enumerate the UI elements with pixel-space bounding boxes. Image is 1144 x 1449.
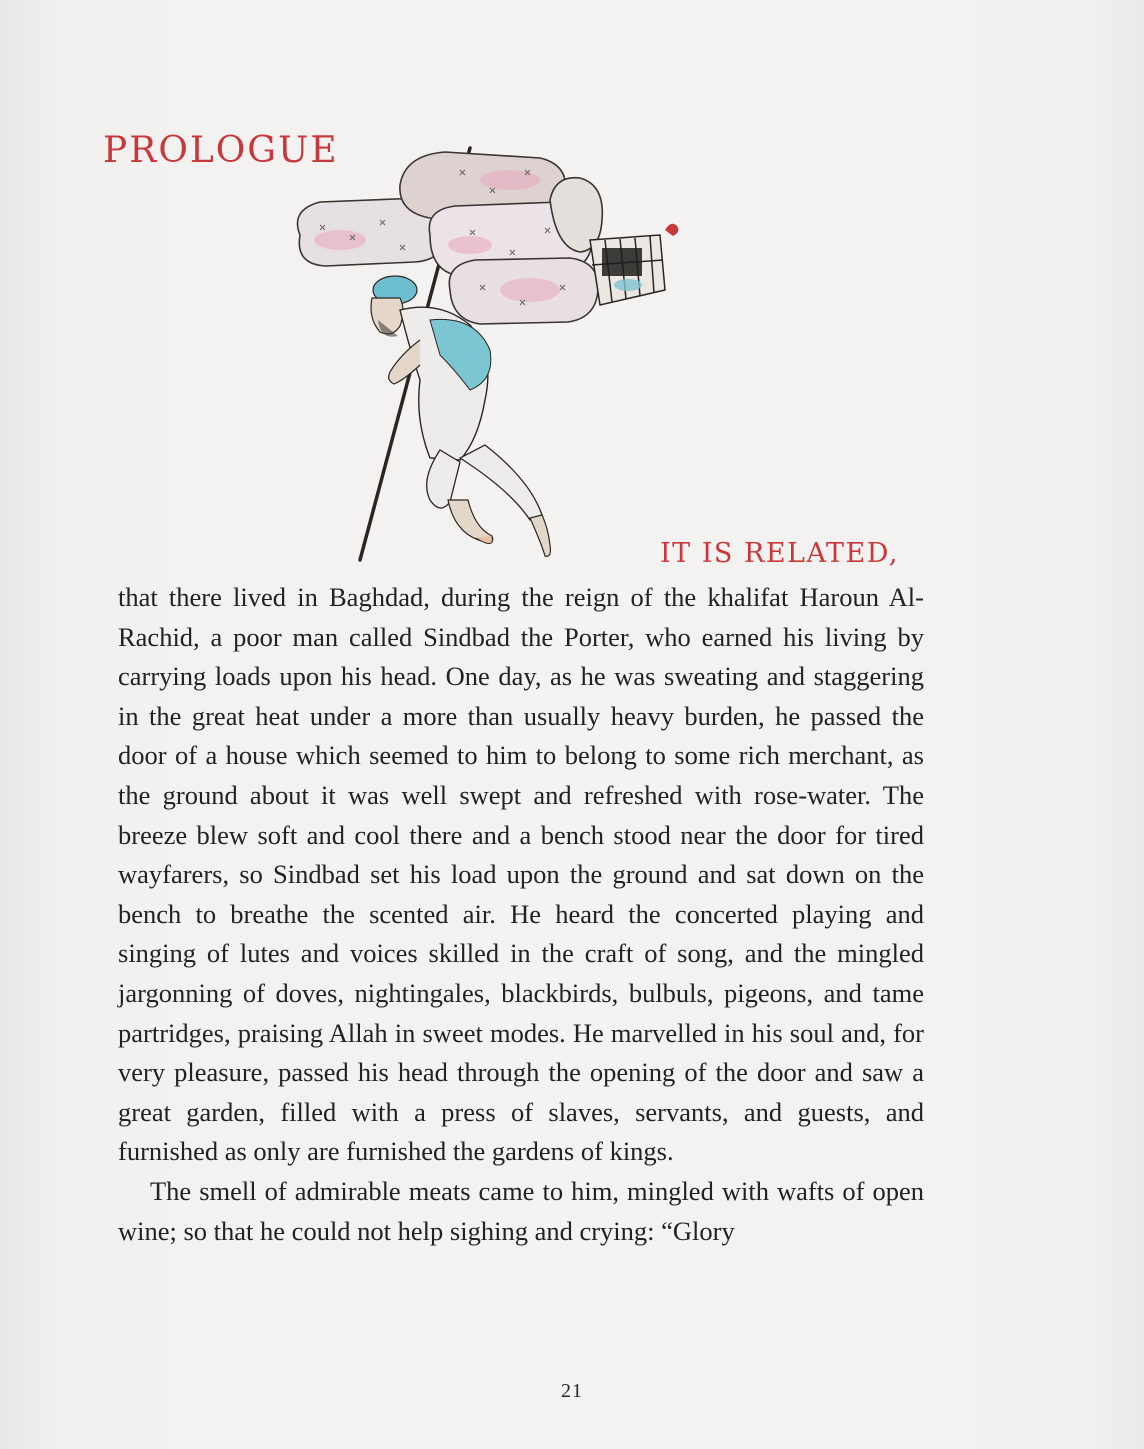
paragraph: that there lived in Baghdad, during the reign of the khalifat Haroun Al-Rachid, a poor man called Sindbad the Porter, who earned his living by carrying loads upon his head. One day, as he was sweating and staggering in the great heat under a more than usually heavy burden, he passed the door of a house which seemed to him to belong to some rich merchant, as the ground about it was well swept and refreshed with rose-water. The breeze blew soft and cool there and a bench stood near the door for tired wayfarers, so Sindbad set his load upon the ground and sat down on the bench to breathe the scented air. He heard the concerted playing and singing of lutes and voices skilled in the craft of song, and the mingled jargonning of doves, nightingales, blackbirds, bulbuls, pigeons, and tame partridges, praising Allah in sweet modes. He marvelled in his soul and, for very pleasure, passed his head through the opening of the door and saw a great garden, filled with a press of slaves, servants, and guests, and furnished as only are furnished the gardens of kings. [118, 582, 924, 1167]
lead-in-rubric: IT IS RELATED, [660, 538, 899, 569]
page-number: 21 [561, 1380, 583, 1402]
body-text [118, 578, 924, 1251]
chapter-heading: PROLOGUE [103, 130, 339, 171]
paragraph: The smell of admirable meats came to him, mingled with wafts of open wine; so that he could not help sighing and crying: “Glory [118, 1175, 924, 1246]
porter-carrying-bundles-illustration [280, 140, 700, 580]
